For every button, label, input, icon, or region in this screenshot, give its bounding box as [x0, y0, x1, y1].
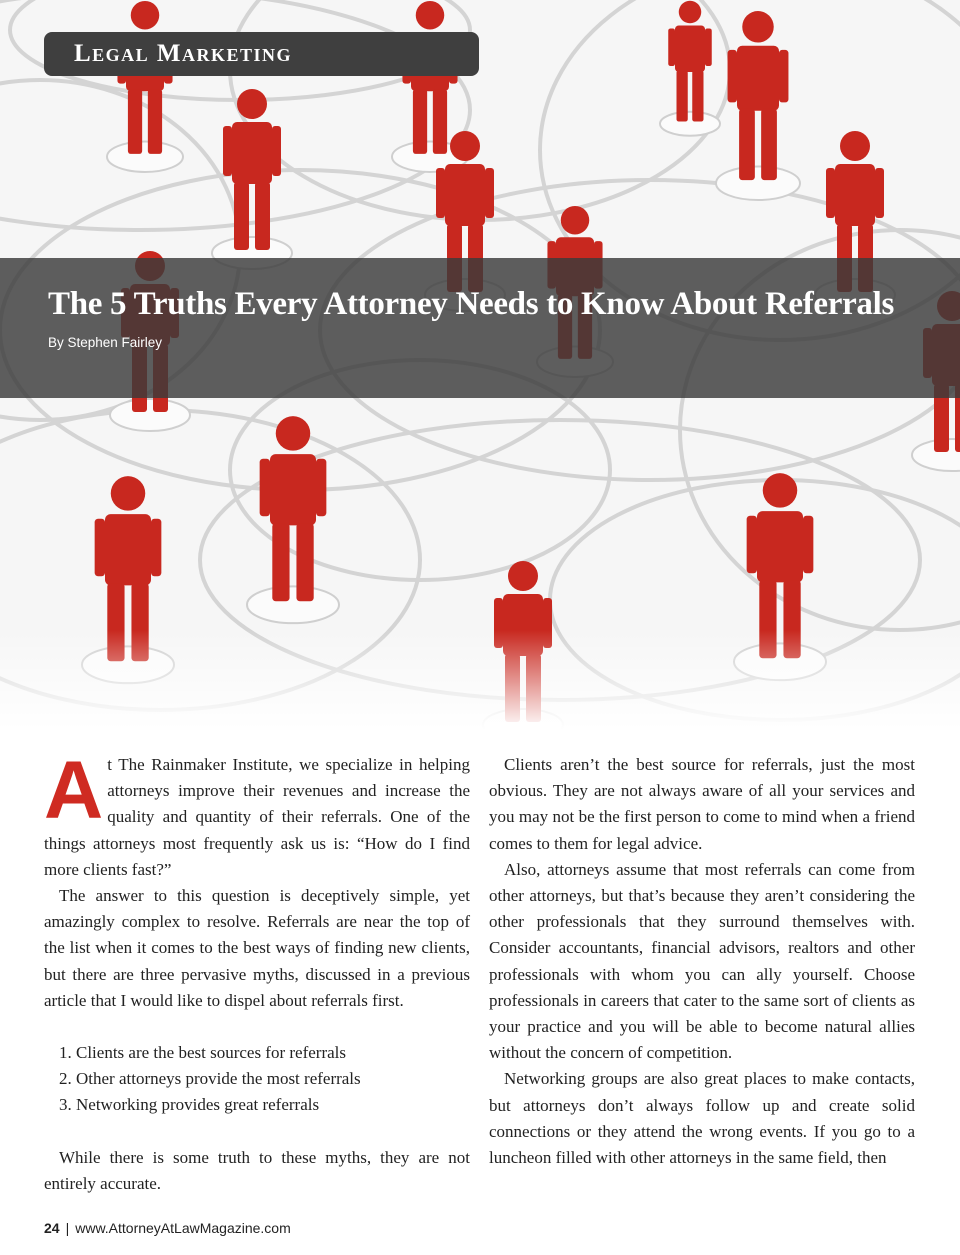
list-item: 3. Networking provides great referrals — [59, 1095, 320, 1115]
byline: By Stephen Fairley — [48, 335, 163, 350]
footer-separator: | — [65, 1220, 70, 1236]
paragraph: The answer to this question is deceptively simple, yet amazingly complex to resolve. Referrals are near the top of the list when it comes to the best ways of finding new clients, but there are three pervasive myths, discussed in a previous article that I would like to dispel about referrals first. — [44, 886, 470, 1010]
magazine-url[interactable]: www.AttorneyAtLawMagazine.com — [75, 1220, 291, 1236]
myths-list — [59, 1040, 470, 1119]
article-title: The 5 Truths Every Attorney Needs to Know About Referrals — [48, 286, 895, 322]
title-band — [0, 258, 960, 398]
list-item: 2. Other attorneys provide the most referrals — [59, 1069, 361, 1089]
drop-cap: A — [44, 745, 104, 836]
page-footer — [44, 1220, 291, 1236]
section-label: Legal Marketing — [44, 32, 479, 76]
paragraph: Clients aren’t the best source for referrals, just the most obvious. They are not always aware of all your services and you may not be the first person to come to mind when a friend comes to them for legal advice. — [489, 755, 915, 853]
paragraph: Also, attorneys assume that most referrals can come from other attorneys, but that’s because they aren’t considering the other professionals that they surround themselves with. Consider accountants, financial advisors, realtors and other professionals with whom you can ally yourself. Choose professionals in careers that cater to the same sort of clients as your practice and you will be able to become natural allies without the concern of competition. — [489, 859, 915, 1063]
left-column — [44, 745, 470, 1197]
list-item: 1. Clients are the best sources for referrals — [59, 1043, 346, 1063]
paragraph: While there is some truth to these myths, they are not entirely accurate. — [44, 1147, 470, 1193]
intro-text: t The Rainmaker Institute, we specialize in helping attorneys improve their revenues and increase the quality and quantity of their referrals. One of the things attorneys most frequently ask us is: “How do I find more clients fast?” — [44, 755, 470, 879]
page-number: 24 — [44, 1220, 60, 1236]
intro-paragraph — [44, 745, 470, 883]
paragraph: Networking groups are also great places to make contacts, but attorneys don’t always follow up and create solid connections or they attend the wrong events. If you go to a luncheon filled with other attorneys in the same field, then — [489, 1069, 915, 1168]
right-column — [489, 752, 915, 1171]
